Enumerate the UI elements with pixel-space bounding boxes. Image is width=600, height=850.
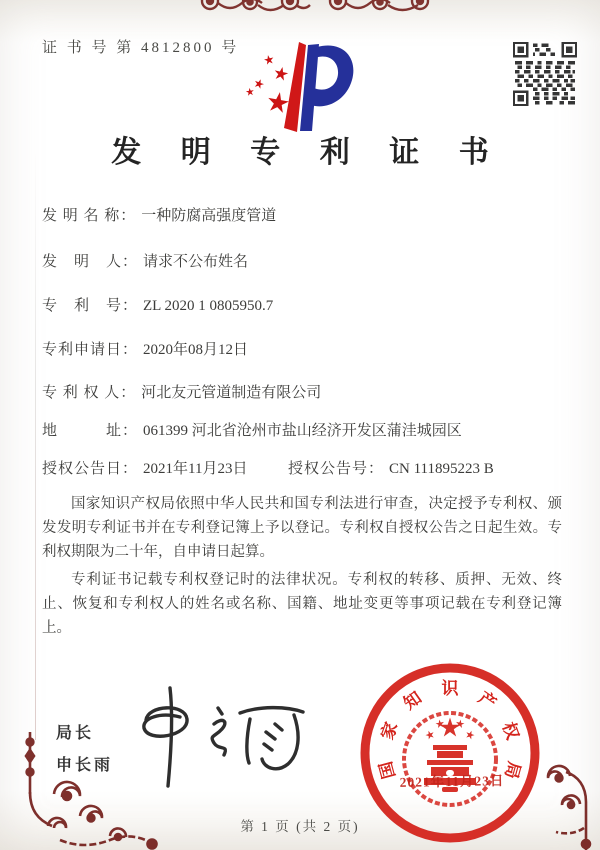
qr-code: [513, 42, 577, 106]
certificate-title: 发 明 专 利 证 书: [111, 136, 505, 169]
field-filing-date: [42, 338, 248, 359]
field-value: 2021年11月23日: [143, 461, 248, 477]
logo-stars: [245, 54, 290, 113]
field-label: 地 址：: [42, 423, 139, 439]
field-label: 授权公告号：: [288, 461, 385, 477]
svg-text:识: 识: [441, 679, 459, 698]
field-value: ZL 2020 1 0805950.7: [143, 298, 274, 314]
paper-crease: [35, 150, 36, 740]
field-value: 061399 河北省沧州市盐山经济开发区蒲洼城园区: [143, 423, 462, 439]
field-value: 一种防腐高强度管道: [141, 208, 277, 224]
certificate-number: 证 书 号 第 4812800 号: [42, 40, 240, 56]
field-inventor: [42, 250, 248, 271]
field-value: 2020年08月12日: [143, 342, 249, 358]
svg-text:权: 权: [498, 719, 523, 743]
field-label: 发 明 名 称：: [42, 208, 137, 224]
page-number: 第 1 页 (共 2 页): [240, 819, 360, 834]
field-label: 专利申请日：: [42, 342, 139, 358]
field-patentee: [42, 381, 321, 402]
field-label: 授权公告日：: [42, 461, 139, 477]
top-border-ornament: [192, 0, 437, 21]
field-invention-name: [42, 204, 276, 225]
field-label: 专 利 号：: [42, 298, 139, 314]
field-address: [42, 419, 462, 440]
legal-paragraph-2: 专利证书记载专利权登记时的法律状况。专利权的转移、质押、无效、终止、恢复和专利权人的姓名或名称、国籍、地址变更等事项记载在专利登记簿上。: [42, 572, 562, 636]
svg-text:产: 产: [474, 687, 500, 714]
field-value: CN 111895223 B: [389, 461, 494, 477]
cnipa-patent-logo: [238, 40, 363, 135]
signatory-title: 局长: [56, 725, 95, 742]
legal-text: [42, 492, 562, 644]
field-label: 发 明 人：: [42, 254, 139, 270]
svg-text:知: 知: [400, 687, 426, 714]
svg-text:国: 国: [376, 759, 399, 781]
field-grant-number: [288, 457, 494, 478]
svg-text:家: 家: [377, 719, 402, 743]
signatory-name: 申长雨: [56, 757, 114, 774]
field-label: 专 利 权 人：: [42, 385, 137, 401]
logo-blue-p: [300, 44, 353, 131]
svg-text:局: 局: [501, 759, 524, 781]
seal-date-stamp: 2021年11月23日: [399, 773, 505, 790]
field-value: 请求不公布姓名: [143, 254, 249, 270]
legal-paragraph-1: 国家知识产权局依照中华人民共和国专利法进行审查，决定授予专利权、颁发发明专利证书并在专利登记簿上予以登记。专利权自授权公告之日起生效。专利权期限为二十年，自申请日起算。: [42, 496, 562, 560]
field-value: 河北友元管道制造有限公司: [141, 385, 322, 401]
field-patent-number: [42, 294, 273, 315]
field-grant-row: [42, 457, 494, 478]
seal-national-emblem: [404, 713, 496, 805]
